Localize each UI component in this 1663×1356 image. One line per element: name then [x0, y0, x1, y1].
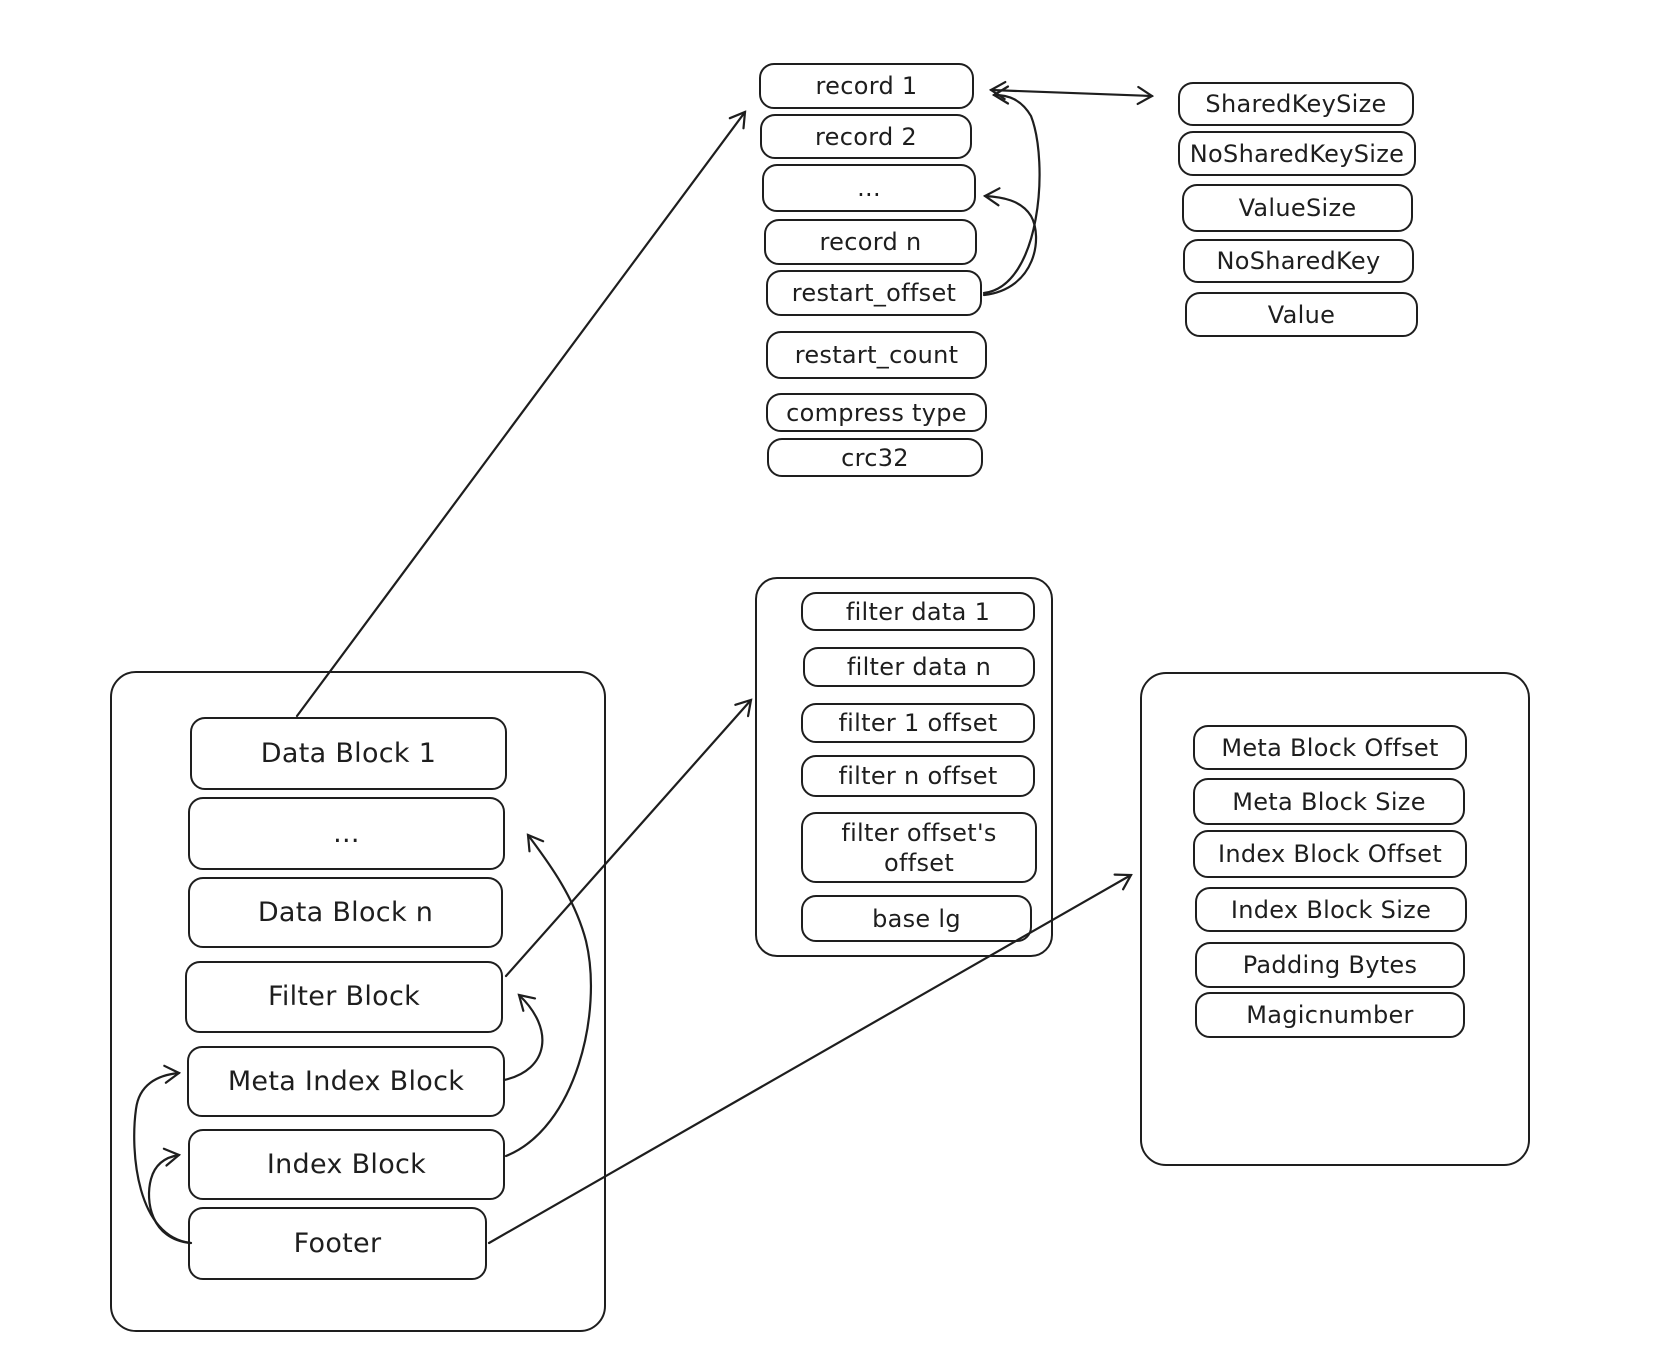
padding-bytes-box: Padding Bytes	[1195, 942, 1465, 988]
magicnumber-box: Magicnumber	[1195, 992, 1465, 1038]
meta-block-size-box: Meta Block Size	[1193, 778, 1465, 825]
arrow-record1-sharedkeysize-bidirectional	[991, 90, 1152, 96]
record-n-box: record n	[764, 219, 977, 265]
meta-index-block-box: Meta Index Block	[187, 1046, 505, 1117]
value-box: Value	[1185, 292, 1418, 337]
index-block-box: Index Block	[188, 1129, 505, 1200]
footer-box: Footer	[188, 1207, 487, 1280]
filter-offsets-offset-box: filter offset's offset	[801, 812, 1037, 883]
filter-1-offset-box: filter 1 offset	[801, 703, 1035, 743]
valuesize-box: ValueSize	[1182, 184, 1413, 232]
index-block-offset-box: Index Block Offset	[1193, 830, 1467, 878]
crc32-box: crc32	[767, 438, 983, 477]
compress-type-box: compress type	[766, 393, 987, 432]
record-1-box: record 1	[759, 63, 974, 109]
data-blocks-ellipsis-box: ...	[188, 797, 505, 870]
arrow-restartoffset-to-record1	[984, 95, 1040, 293]
arrow-restartoffset-to-record-ellipsis	[984, 196, 1036, 295]
nosharedkey-box: NoSharedKey	[1183, 239, 1414, 283]
filter-data-1-box: filter data 1	[801, 592, 1035, 631]
record-2-box: record 2	[760, 114, 972, 159]
data-block-1-box: Data Block 1	[190, 717, 507, 790]
base-lg-box: base lg	[801, 895, 1032, 942]
meta-block-offset-box: Meta Block Offset	[1193, 725, 1467, 770]
filter-block-box: Filter Block	[185, 961, 503, 1033]
record-ellipsis-box: ...	[762, 164, 976, 212]
sharedkeysize-box: SharedKeySize	[1178, 82, 1414, 126]
filter-data-n-box: filter data n	[803, 647, 1035, 687]
arrow-datablock1-to-record1	[297, 112, 745, 716]
restart-count-box: restart_count	[766, 331, 987, 379]
nosharedkeysize-box: NoSharedKeySize	[1178, 131, 1416, 176]
restart-offset-box: restart_offset	[766, 270, 982, 316]
index-block-size-box: Index Block Size	[1195, 887, 1467, 932]
data-block-n-box: Data Block n	[188, 877, 503, 948]
filter-n-offset-box: filter n offset	[801, 755, 1035, 797]
